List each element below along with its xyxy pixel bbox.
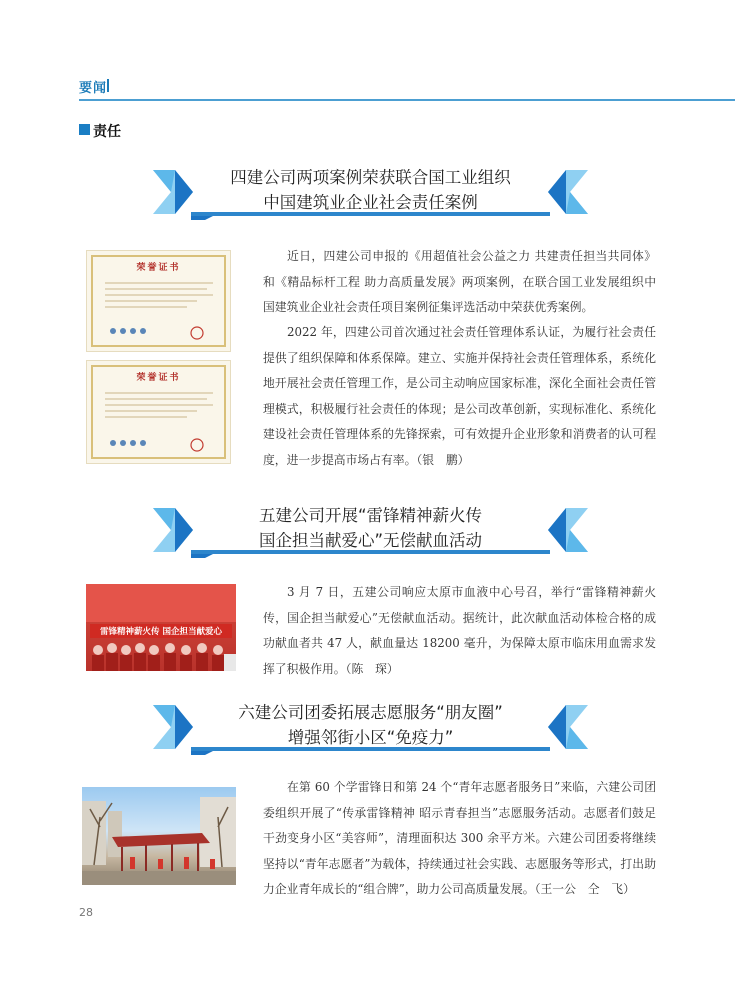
volunteer-service-photo	[82, 787, 236, 885]
certificate-image-1	[86, 250, 231, 352]
column-label: 要闻	[79, 81, 108, 96]
square-bullet-icon	[79, 124, 90, 135]
article-1-paragraph-1: 近日，四建公司申报的《用超值社会公益之力 共建责任担当共同体》和《精品标杆工程 助力高质量发展》两项案例，在联合国工业发展组织中国建筑业企业社会责任项目案例征集评选活动中荣获优秀案例。	[263, 249, 656, 314]
header-rule	[79, 99, 735, 101]
article-title-line2: 国企担当献爱心”无偿献血活动	[258, 531, 483, 550]
blood-donation-photo	[86, 584, 236, 671]
article-3-paragraph-1: 在第 60 个学雷锋日和第 24 个“青年志愿者服务日”来临，六建公司团委组织开展了“传承雷锋精神 昭示青春担当”志愿服务活动。志愿者们鼓足干劲变身小区“美容师”，清理面积达 300 余平方米。六建公司团委将继续坚持以“青年志愿者”为载体，持续通过社会实践、志愿服务等形式，打出助力企业青年成长的“组合牌”，助力公司高质量发展。（王一公 仝 飞）	[263, 780, 656, 896]
page-number: 28	[79, 906, 93, 919]
article-3-title-banner	[153, 697, 588, 755]
article-title-line1: 五建公司开展“雷锋精神薪火传	[258, 506, 483, 525]
article-title-line2: 中国建筑业企业社会责任案例	[263, 193, 478, 212]
cert-title: 荣誉证书	[136, 263, 181, 273]
header-divider-bar	[107, 79, 109, 92]
article-1-title-banner	[153, 162, 588, 220]
article-title-line1: 六建公司团委拓展志愿服务“朋友圈”	[238, 703, 503, 722]
photo-banner-text: 雷锋精神薪火传 国企担当献爱心	[100, 627, 222, 637]
cert-title: 荣誉证书	[136, 373, 181, 383]
certificate-seal-graphic	[87, 251, 231, 352]
article-2-title-banner	[153, 500, 588, 558]
page-header	[0, 74, 735, 104]
article-title-line1: 四建公司两项案例荣获联合国工业组织	[230, 168, 511, 187]
section-title: 责任	[93, 124, 121, 140]
certificate-seal-graphic	[87, 361, 231, 464]
article-title-line2: 增强邻街小区“免疫力”	[287, 728, 454, 747]
article-2-paragraph-1: 3 月 7 日，五建公司响应太原市血液中心号召，举行“雷锋精神薪火传，国企担当献爱心”无偿献血活动。据统计，此次献血活动体检合格的成功献血者共 47 人，献血量达 18200 毫升，为保障太原市临床用血需求发挥了积极作用。（陈 琛）	[263, 585, 656, 676]
article-1-paragraph-2: 2022 年，四建公司首次通过社会责任管理体系认证，为履行社会责任提供了组织保障和体系保障。建立、实施并保持社会责任管理体系，系统化地开展社会责任管理工作，是公司主动响应国家标准，深化全面社会责任管理模式，积极履行社会责任的体现；是公司改革创新，实现标准化、系统化建设社会责任管理体系的先锋探索，可有效提升企业形象和消费者的认可程度，进一步提高市场占有率。（银 鹏）	[263, 325, 656, 467]
certificate-image-2	[86, 360, 231, 464]
